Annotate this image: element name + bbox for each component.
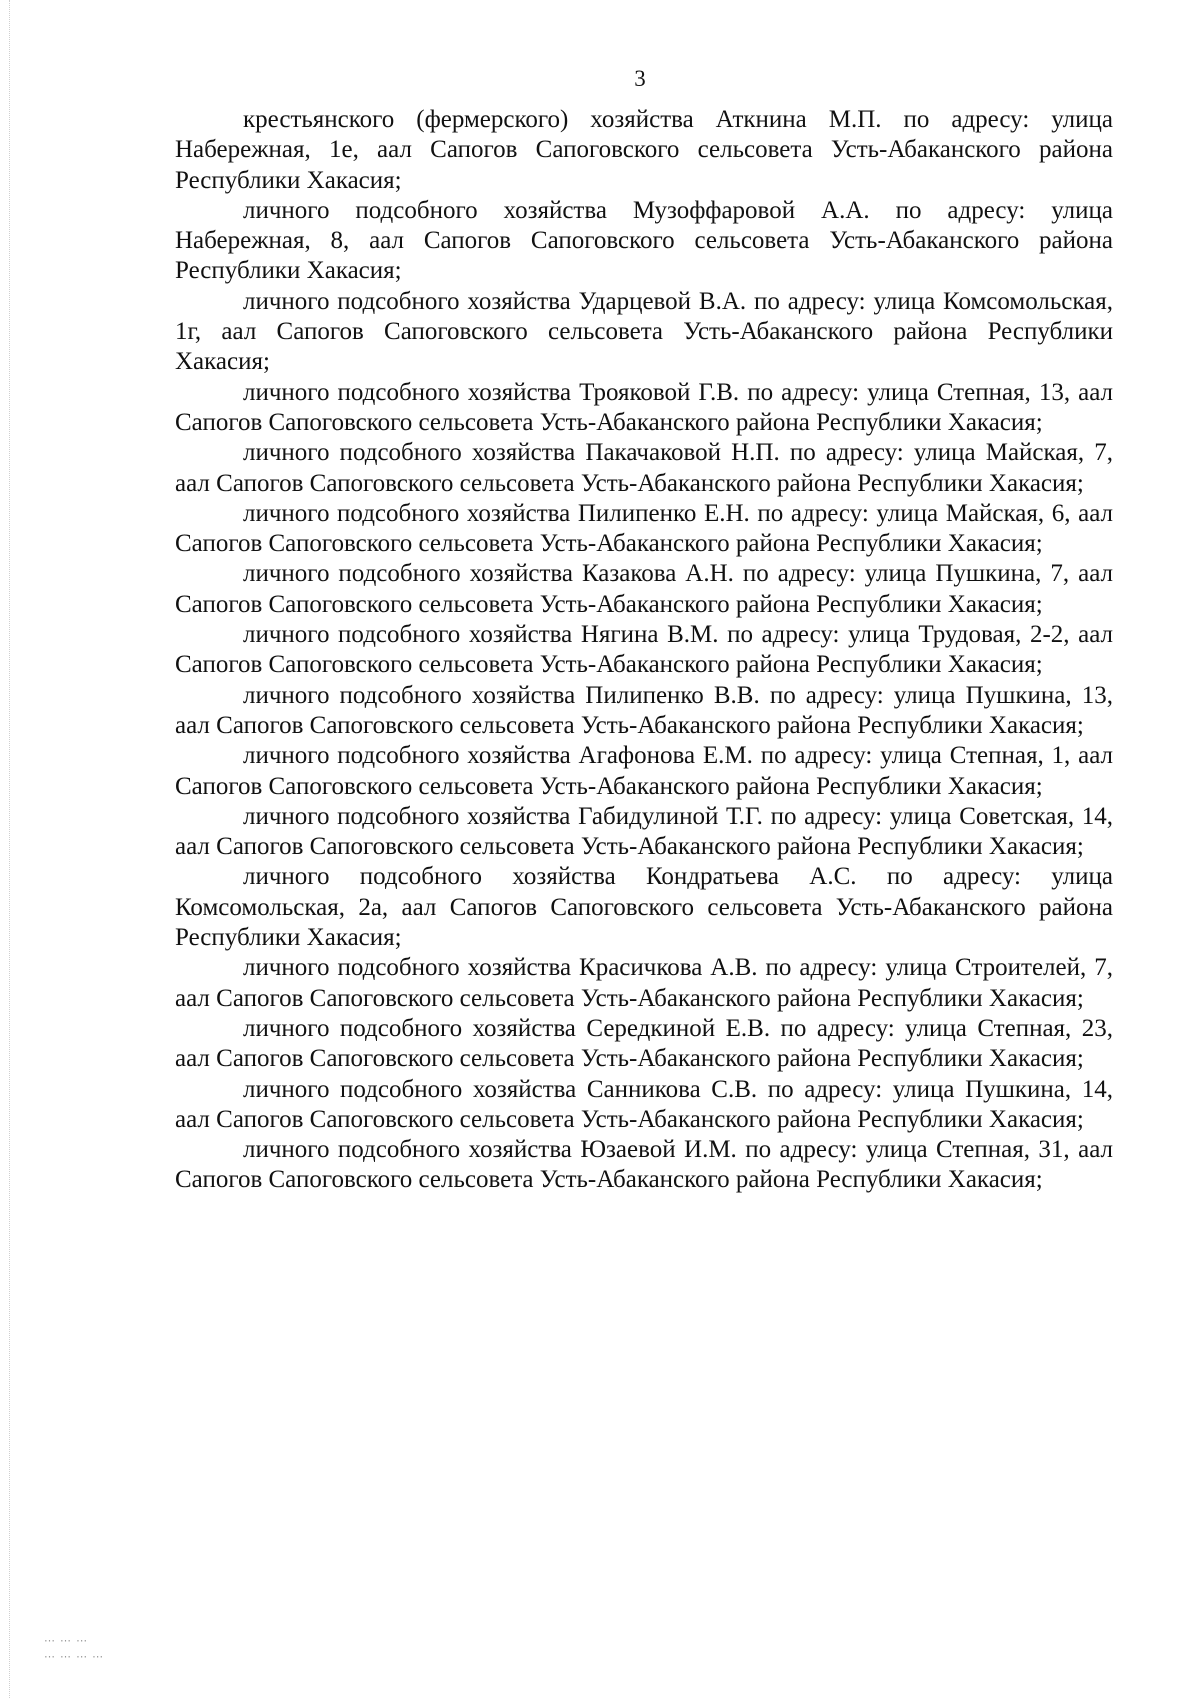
list-entry: личного подсобного хозяйства Пилипенко Е.Н. по адресу: улица Майская, 6, аал Сапогов Сапоговского сельсовета Усть-Абаканского района Республики Хакасия; [175, 499, 1113, 558]
list-entry: личного подсобного хозяйства Санникова С.В. по адресу: улица Пушкина, 14, аал Сапогов Сапоговского сельсовета Усть-Абаканского района Республики Хакасия; [175, 1075, 1113, 1133]
list-entry: личного подсобного хозяйства Казакова А.Н. по адресу: улица Пушкина, 7, аал Сапогов Сапоговского сельсовета Усть-Абаканского района Республики Хакасия; [175, 560, 1113, 618]
list-entry: личного подсобного хозяйства Ударцевой В.А. по адресу: улица Комсомольская, 1г, аал Сапогов Сапоговского сельсовета Усть-Абаканского района Республики Хакасия; [175, 287, 1113, 376]
list-entry: личного подсобного хозяйства Габидулиной Т.Г. по адресу: улица Советская, 14, аал Сапогов Сапоговского сельсовета Усть-Абаканского района Республики Хакасия; [175, 802, 1113, 861]
list-entry: личного подсобного хозяйства Нягина В.М. по адресу: улица Трудовая, 2-2, аал Сапогов Сапоговского сельсовета Усть-Абаканского района Республики Хакасия; [175, 621, 1113, 679]
document-body [175, 105, 1113, 1196]
list-entry: крестьянского (фермерского) хозяйства Аткнина М.П. по адресу: улица Набережная, 1е, аал Сапогов Сапоговского сельсовета Усть-Абаканского района Республики Хакасия; [175, 106, 1113, 194]
page-number: 3 [634, 66, 646, 91]
list-entry: личного подсобного хозяйства Красичкова А.В. по адресу: улица Строителей, 7, аал Сапогов Сапоговского сельсовета Усть-Абаканского района Республики Хакасия; [175, 954, 1113, 1012]
list-entry: личного подсобного хозяйства Музоффаровой А.А. по адресу: улица Набережная, 8, аал Сапогов Сапоговского сельсовета Усть-Абаканского района Республики Хакасия; [175, 196, 1113, 285]
scan-noise-mark: ⋯ ⋯ ⋯ ⋯ [44, 1651, 105, 1663]
scan-edge-artifact [9, 0, 10, 1698]
list-entry: личного подсобного хозяйства Кондратьева А.С. по адресу: улица Комсомольская, 2а, аал Сапогов Сапоговского сельсовета Усть-Абаканского района Республики Хакасия; [175, 863, 1113, 952]
list-entry: личного подсобного хозяйства Пилипенко В.В. по адресу: улица Пушкина, 13, аал Сапогов Сапоговского сельсовета Усть-Абаканского района Республики Хакасия; [175, 681, 1113, 739]
list-entry: личного подсобного хозяйства Юзаевой И.М. по адресу: улица Степная, 31, аал Сапогов Сапоговского сельсовета Усть-Абаканского района Республики Хакасия; [175, 1136, 1113, 1194]
list-entry: личного подсобного хозяйства Середкиной Е.В. по адресу: улица Степная, 23, аал Сапогов Сапоговского сельсовета Усть-Абаканского района Республики Хакасия; [175, 1014, 1113, 1073]
list-entry: личного подсобного хозяйства Пакачаковой Н.П. по адресу: улица Майская, 7, аал Сапогов Сапоговского сельсовета Усть-Абаканского района Республики Хакасия; [175, 439, 1113, 497]
list-entry: личного подсобного хозяйства Трояковой Г.В. по адресу: улица Степная, 13, аал Сапогов Сапоговского сельсовета Усть-Абаканского района Республики Хакасия; [175, 378, 1113, 436]
scan-noise-mark: ⋯ ⋯ ⋯ [44, 1635, 89, 1647]
list-entry: личного подсобного хозяйства Агафонова Е.М. по адресу: улица Степная, 1, аал Сапогов Сапоговского сельсовета Усть-Абаканского района Республики Хакасия; [175, 742, 1113, 800]
